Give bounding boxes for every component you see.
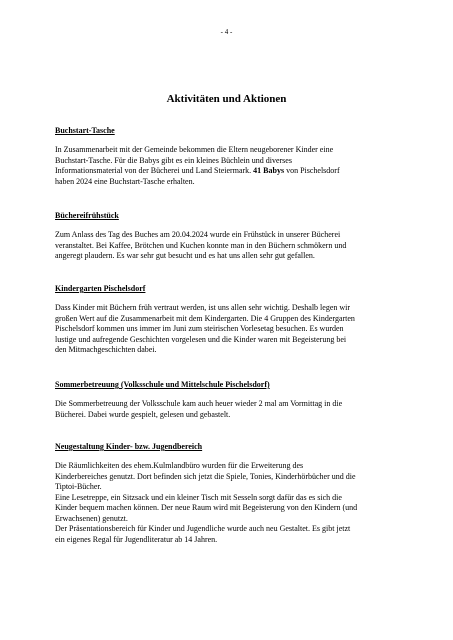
- page-number: - 4 -: [220, 28, 233, 36]
- body-line: angeregt plaudern. Es war sehr gut besucht und es hat uns allen sehr gut gefallen.: [55, 251, 315, 260]
- highlight-count: 41 Babys: [253, 166, 285, 175]
- body-line: Zum Anlass des Tag des Buches am 20.04.2024 wurde ein Frühstück in unserer Bücherei: [55, 230, 341, 239]
- section-heading: Buchstart-Tasche: [55, 126, 115, 135]
- section-body: [55, 230, 405, 262]
- body-line: Der Präsentationsbereich für Kinder und Jugendliche wurde auch neu Gestaltet. Es gibt jetzt: [55, 524, 351, 533]
- body-line: veranstaltet. Bei Kaffee, Brötchen und Kuchen konnte man in den Büchern schmökern und: [55, 240, 347, 250]
- section-heading: Büchereifrühstück: [55, 211, 119, 220]
- section-body: [55, 399, 405, 420]
- body-line: Tiptoi-Bücher.: [55, 482, 102, 491]
- body-line: In Zusammenarbeit mit der Gemeinde bekommen die Eltern neugeborener Kinder eine: [55, 145, 334, 154]
- section-buchstart: [55, 126, 405, 187]
- section-buechereifruehstueck: [55, 211, 405, 262]
- body-line: ein eigenes Regal für Jugendliteratur ab 14 Jahren.: [55, 534, 218, 544]
- body-line: Kinder bequem machen können. Der neue Raum wird mit Begeisterung von den Kindern (und: [55, 503, 358, 512]
- section-body: [55, 303, 405, 356]
- body-line: Dass Kinder mit Büchern früh vertraut werden, ist uns allen sehr wichtig. Deshalb legen wir: [55, 303, 351, 312]
- body-line: Die Räumlichkeiten des ehem.Kulmlandbüro wurden für die Erweiterung des: [55, 461, 304, 470]
- section-body: [55, 461, 405, 545]
- body-line: Buchstart-Tasche. Für die Babys gibt es ein kleines Büchlein und diverses: [55, 155, 292, 165]
- section-body: [55, 145, 405, 187]
- section-sommerbetreuung: [55, 380, 405, 420]
- body-line: den Mitmachgeschichten dabei.: [55, 345, 157, 354]
- body-line: Kinderbereiches genutzt. Dort befinden sich jetzt die Spiele, Tonies, Kinderhörbücher und die: [55, 471, 356, 481]
- section-kindergarten: [55, 284, 405, 356]
- body-line: Pischelsdorf kommen uns immer im Juni zum steirischen Vorlesetag besuchen. Es wurden: [55, 324, 344, 333]
- body-line: Erwachsenen) genutzt.: [55, 513, 128, 523]
- section-heading: Sommerbetreuung (Volksschule und Mittelschule Pischelsdorf): [55, 380, 270, 389]
- section-neugestaltung: [55, 442, 405, 545]
- body-line-mixed: [55, 166, 405, 177]
- body-line: großen Wert auf die Zusammenarbeit mit dem Kindergarten. Die 4 Gruppen des Kindergarten: [55, 313, 355, 323]
- section-heading: Kindergarten Pischelsdorf: [55, 284, 146, 293]
- body-line: lustige und aufregende Geschichten vorgelesen und die Kinder waren mit Begeisterung bei: [55, 334, 347, 344]
- body-line: haben 2024 eine Buchstart-Tasche erhalten.: [55, 176, 195, 186]
- page-title: Aktivitäten und Aktionen: [166, 93, 287, 105]
- body-text: Informationsmaterial von der Bücherei und Land Steiermark.: [55, 166, 252, 175]
- body-line: Bücherei. Dabei wurde gespielt, gelesen und gebastelt.: [55, 409, 231, 419]
- body-line: Die Sommerbetreuung der Volksschule kam auch heuer wieder 2 mal am Vormittag in die: [55, 399, 343, 408]
- body-text: von Pischelsdorf: [284, 166, 340, 175]
- body-line: Eine Lesetreppe, ein Sitzsack und ein kleiner Tisch mit Sesseln sorgt dafür das es sich die: [55, 492, 342, 502]
- section-heading: Neugestaltung Kinder- bzw. Jugendbereich: [55, 442, 203, 451]
